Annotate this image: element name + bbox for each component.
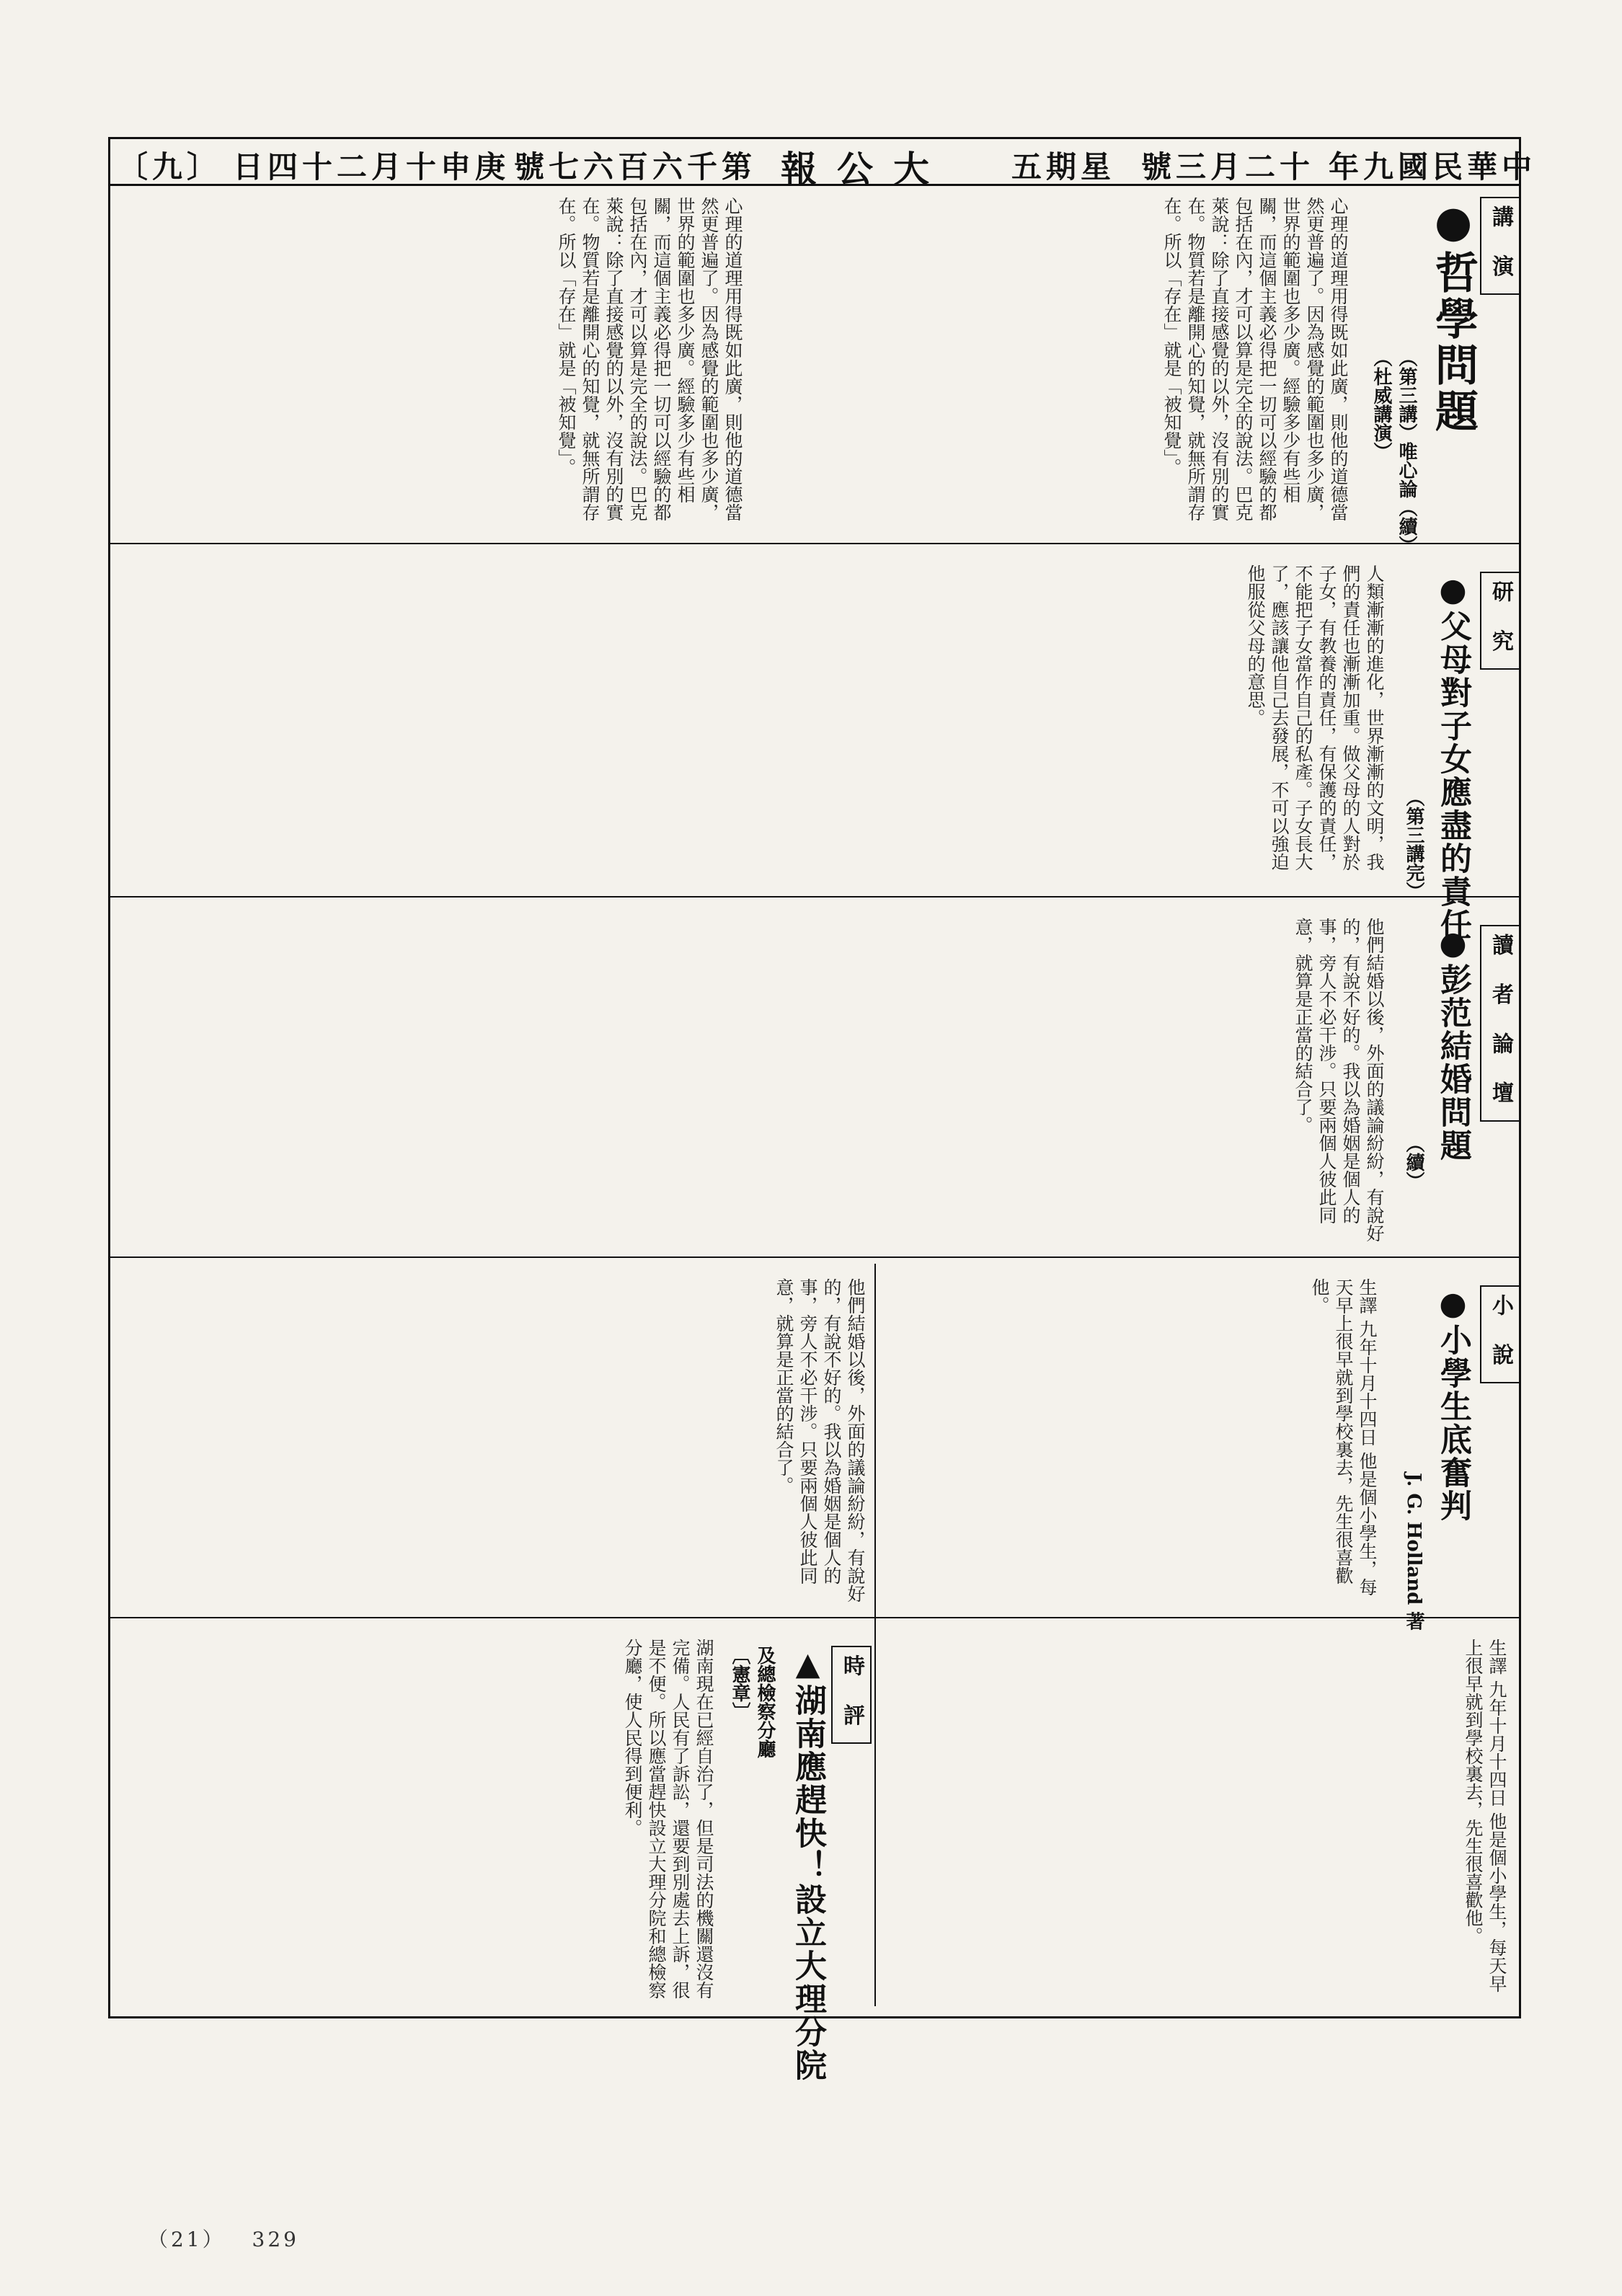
tier-divider (110, 543, 1519, 544)
page-footer (148, 2224, 299, 2253)
newspaper-page (108, 137, 1537, 2082)
hunan-article-subtitle: 及總檢察分廳 (754, 1646, 776, 1758)
tier-divider (110, 1256, 1519, 1258)
gregorian-date: 號三月二十 (1141, 149, 1315, 185)
issue-number: 號七六百六千第 (514, 149, 757, 185)
philosophy-subtitle: （第三講）唯心論（續） (1396, 348, 1417, 554)
commentary-section-tag: 時 評 (831, 1646, 872, 1744)
marriage-article-body: 他們結婚以後，外面的議論紛紛，有說好的，有說不好的。我以為婚姻是個人的事，旁人不必干涉。只要兩個人彼此同意，就算是正當的結合了。 (1293, 918, 1385, 1242)
marriage-article-subtitle: （續） (1403, 1134, 1424, 1190)
footer-page-number: 329 (252, 2228, 299, 2251)
novel-author: J. G. Holland 著 (1403, 1473, 1424, 1631)
marriage-article-title: ●彭范結婚問題 (1435, 925, 1471, 1162)
year-label: 年九國民華中 (1329, 149, 1537, 185)
novel-body: 生譯 九年十月十四日 他是個小學生，每天早上很早就到學校裏去，先生很喜歡他。 (1309, 1278, 1378, 1596)
novel-body-continued: 生譯 九年十月十四日 他是個小學生，每天早上很早就到學校裏去，先生很喜歡他。 (1463, 1639, 1507, 1993)
parents-article-subtitle: （第三講完） (1403, 788, 1424, 900)
novel-title: ●小學生底奮判 (1435, 1285, 1471, 1522)
tier-divider (110, 896, 1519, 897)
newspaper-title: 報公大 (781, 148, 949, 190)
hunan-article-title: ▲湖南應趕快！設立大理分院 (789, 1646, 826, 2082)
marriage-article-continued: 他們結婚以後，外面的議論紛紛，有說好的，有說不好的。我以為婚姻是個人的事，旁人不必干涉。只要兩個人彼此同意，就算是正當的結合了。 (774, 1278, 866, 1603)
philosophy-body-continued: 心理的道理用得既如此廣，則他的道德當然更普遍了。因為感覺的範圍也多少廣，世界的範圍也多少廣。經驗多少有些相關，而這個主義必得把一切可以經驗的都包括在內，才可以算是完全的說法。巴克萊說：除了直接感覺的以外，沒有別的實在。物質若是離開心的知覺，就無所謂存在。所以「存在」就是「被知覺」。 (556, 197, 743, 521)
footer-page-marker: （21） (148, 2228, 226, 2251)
parents-article-body: 人類漸漸的進化，世界漸漸的文明，我們的責任也漸漸加重。做父母的人對於子女，有教養的責任，有保護的責任，不能把子女當作自己的私產。子女長大了，應該讓他自己去發展，不可以強迫他服從父母的意思。 (1245, 564, 1385, 871)
hunan-article-body: 湖南現在已經自治了，但是司法的機關還沒有完備。人民有了訴訟，還要到別處去上訴，很是不便。所以應當趕快設立大理分院和總檢察分廳，使人民得到便利。 (622, 1639, 714, 1999)
reader-forum-tag: 讀 者 論 壇 (1480, 925, 1520, 1122)
research-section-tag: 研 究 (1480, 572, 1520, 670)
philosophy-title: ●哲學問題 (1428, 197, 1479, 435)
hunan-article-author: 〔憲章〕 (729, 1646, 750, 1721)
lecture-section-tag: 講 演 (1480, 197, 1520, 295)
column-divider (874, 1264, 876, 2006)
masthead (110, 139, 1537, 190)
novel-section-tag: 小 說 (1480, 1285, 1520, 1383)
page-number-label: 〔九〕 (118, 149, 222, 185)
parents-article-title: ●父母對子女應盡的責任 (1435, 572, 1471, 941)
weekday: 五期星 (1011, 149, 1116, 185)
philosophy-body: 心理的道理用得既如此廣，則他的道德當然更普遍了。因為感覺的範圍也多少廣，世界的範圍也多少廣。經驗多少有些相關，而這個主義必得把一切可以經驗的都包括在內，才可以算是完全的說法。巴克萊說：除了直接感覺的以外，沒有別的實在。物質若是離開心的知覺，就無所謂存在。所以「存在」就是「被知覺」。 (1161, 197, 1349, 521)
tier-divider (110, 1617, 1519, 1618)
philosophy-author: （杜威講演） (1370, 348, 1392, 461)
traditional-date: 日四十二月十申庚 (233, 149, 510, 185)
